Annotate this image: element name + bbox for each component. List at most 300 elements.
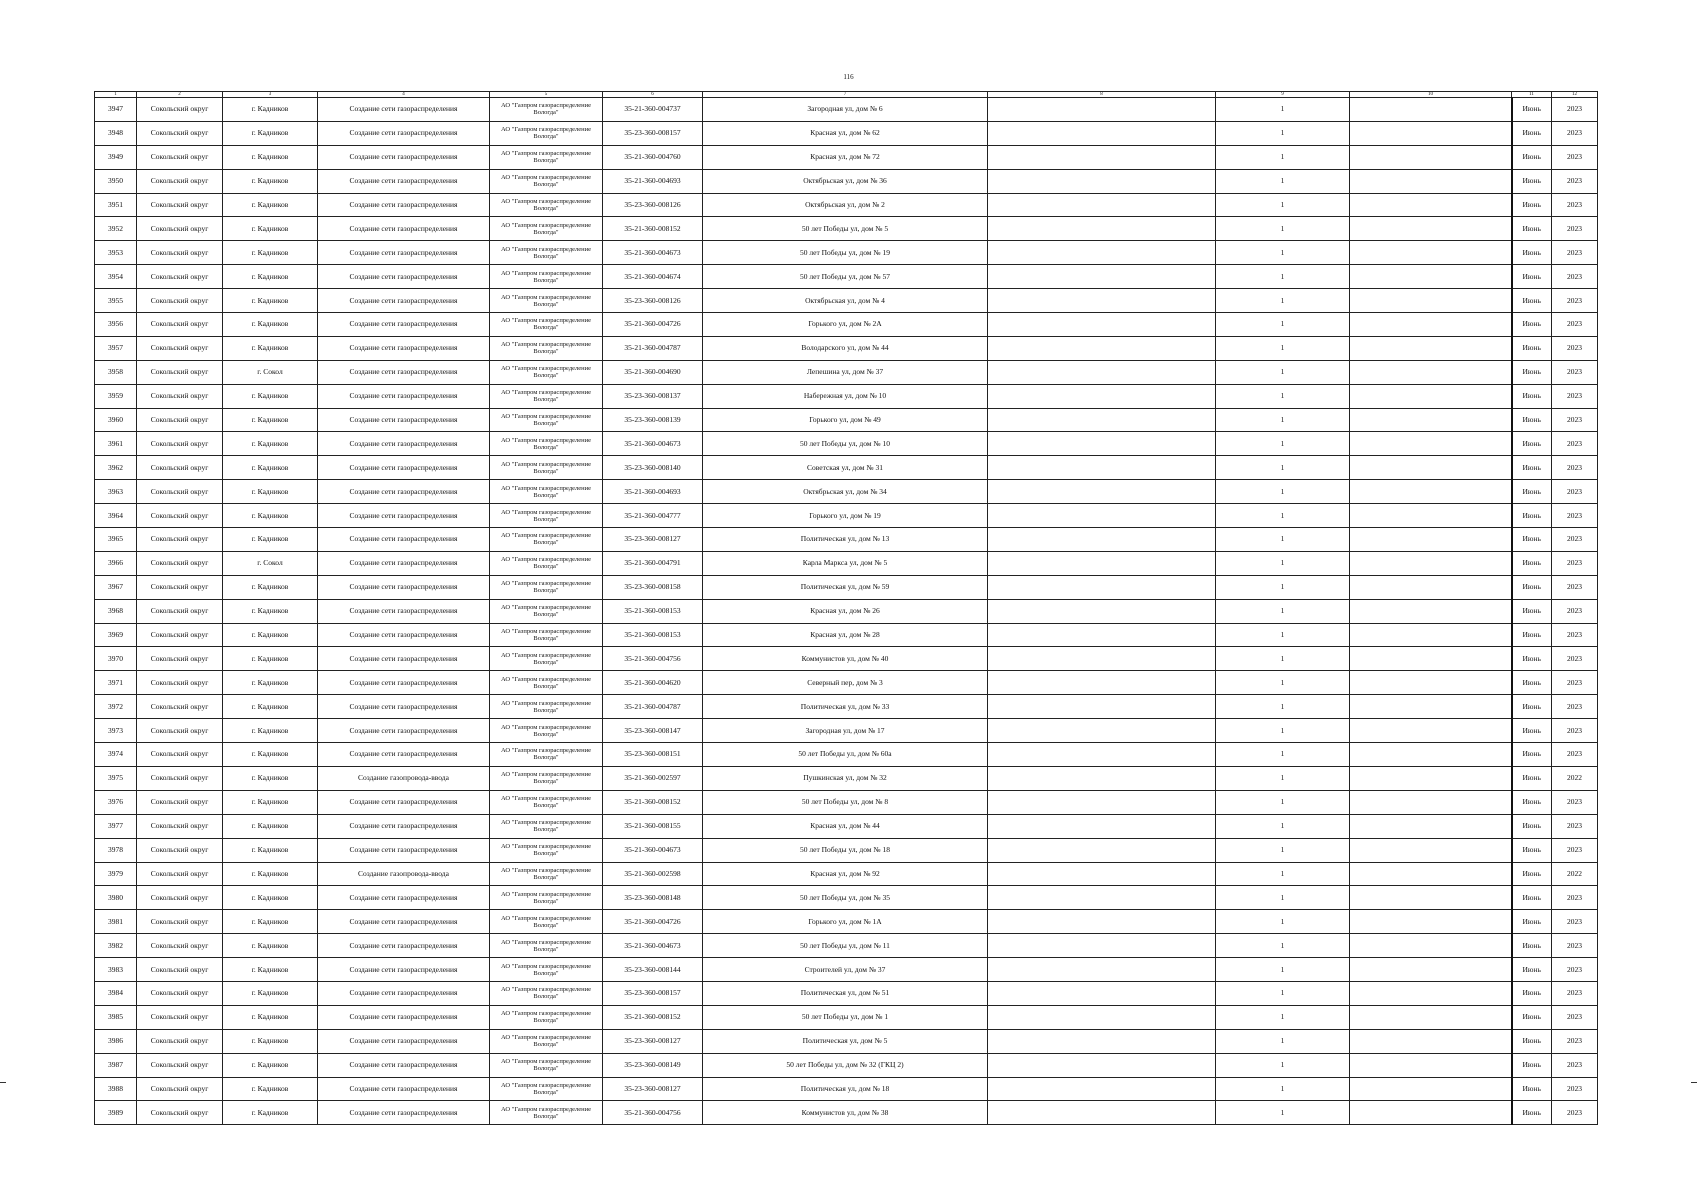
organization-cell: АО "Газпром газораспределение Вологда" [490, 98, 603, 122]
month-cell: Июнь [1512, 719, 1552, 743]
col-10-cell [1350, 958, 1512, 982]
registry-code-cell: 35-23-360-008126 [603, 193, 703, 217]
district-cell: Сокольский округ [137, 766, 223, 790]
col-8-cell [988, 528, 1216, 552]
locality-cell: г. Кадников [223, 1005, 318, 1029]
row-number-cell: 3948 [95, 121, 137, 145]
col-10-cell [1350, 1077, 1512, 1101]
col-10-cell [1350, 551, 1512, 575]
quantity-cell: 1 [1216, 384, 1350, 408]
work-type-cell: Создание сети газораспределения [318, 838, 490, 862]
month-cell: Июнь [1512, 671, 1552, 695]
registry-code-cell: 35-23-360-008157 [603, 981, 703, 1005]
col-10-cell [1350, 743, 1512, 767]
table-row [95, 480, 1598, 504]
row-number-cell: 3985 [95, 1005, 137, 1029]
col-8-cell [988, 408, 1216, 432]
year-cell: 2023 [1552, 981, 1598, 1005]
row-number-cell: 3977 [95, 814, 137, 838]
address-cell: Советская ул, дом № 31 [703, 456, 988, 480]
district-cell: Сокольский округ [137, 551, 223, 575]
column-number-9: 9 [1216, 92, 1350, 98]
locality-cell: г. Кадников [223, 98, 318, 122]
row-number-cell: 3969 [95, 623, 137, 647]
address-cell: Политическая ул, дом № 51 [703, 981, 988, 1005]
row-number-cell: 3976 [95, 790, 137, 814]
row-number-cell: 3951 [95, 193, 137, 217]
table-row [95, 647, 1598, 671]
district-cell: Сокольский округ [137, 575, 223, 599]
col-10-cell [1350, 241, 1512, 265]
month-cell: Июнь [1512, 456, 1552, 480]
registry-code-cell: 35-21-360-008152 [603, 790, 703, 814]
district-cell: Сокольский округ [137, 886, 223, 910]
address-cell: 50 лет Победы ул, дом № 19 [703, 241, 988, 265]
month-cell: Июнь [1512, 1005, 1552, 1029]
year-cell: 2023 [1552, 814, 1598, 838]
column-number-1: 1 [95, 92, 137, 98]
month-cell: Июнь [1512, 958, 1552, 982]
col-10-cell [1350, 313, 1512, 337]
table-row [95, 528, 1598, 552]
district-cell: Сокольский округ [137, 814, 223, 838]
table-row [95, 504, 1598, 528]
column-number-4: 4 [318, 92, 490, 98]
work-type-cell: Создание сети газораспределения [318, 790, 490, 814]
district-cell: Сокольский округ [137, 360, 223, 384]
work-type-cell: Создание сети газораспределения [318, 719, 490, 743]
col-8-cell [988, 551, 1216, 575]
month-cell: Июнь [1512, 838, 1552, 862]
column-number-11: 11 [1512, 92, 1552, 98]
col-10-cell [1350, 408, 1512, 432]
col-10-cell [1350, 528, 1512, 552]
registry-code-cell: 35-23-360-008140 [603, 456, 703, 480]
locality-cell: г. Кадников [223, 599, 318, 623]
table-row [95, 814, 1598, 838]
table-row [95, 886, 1598, 910]
col-8-cell [988, 934, 1216, 958]
col-10-cell [1350, 862, 1512, 886]
district-cell: Сокольский округ [137, 432, 223, 456]
year-cell: 2023 [1552, 408, 1598, 432]
locality-cell: г. Кадников [223, 814, 318, 838]
month-cell: Июнь [1512, 145, 1552, 169]
district-cell: Сокольский округ [137, 408, 223, 432]
work-type-cell: Создание сети газораспределения [318, 575, 490, 599]
col-8-cell [988, 121, 1216, 145]
organization-cell: АО "Газпром газораспределение Вологда" [490, 790, 603, 814]
year-cell: 2023 [1552, 98, 1598, 122]
column-number-6: 6 [603, 92, 703, 98]
col-10-cell [1350, 504, 1512, 528]
row-number-cell: 3950 [95, 169, 137, 193]
month-cell: Июнь [1512, 289, 1552, 313]
locality-cell: г. Кадников [223, 1029, 318, 1053]
address-cell: Красная ул, дом № 44 [703, 814, 988, 838]
locality-cell: г. Кадников [223, 121, 318, 145]
locality-cell: г. Сокол [223, 360, 318, 384]
col-8-cell [988, 432, 1216, 456]
col-8-cell [988, 910, 1216, 934]
registry-code-cell: 35-23-360-008148 [603, 886, 703, 910]
organization-cell: АО "Газпром газораспределение Вологда" [490, 886, 603, 910]
district-cell: Сокольский округ [137, 695, 223, 719]
work-type-cell: Создание газопровода-ввода [318, 766, 490, 790]
row-number-cell: 3952 [95, 217, 137, 241]
organization-cell: АО "Газпром газораспределение Вологда" [490, 766, 603, 790]
work-type-cell: Создание сети газораспределения [318, 695, 490, 719]
month-cell: Июнь [1512, 98, 1552, 122]
work-type-cell: Создание сети газораспределения [318, 910, 490, 934]
table-row [95, 981, 1598, 1005]
year-cell: 2023 [1552, 623, 1598, 647]
registry-code-cell: 35-23-360-008144 [603, 958, 703, 982]
registry-code-cell: 35-21-360-004787 [603, 336, 703, 360]
table-row [95, 145, 1598, 169]
month-cell: Июнь [1512, 695, 1552, 719]
address-cell: Володарского ул, дом № 44 [703, 336, 988, 360]
col-8-cell [988, 265, 1216, 289]
district-cell: Сокольский округ [137, 313, 223, 337]
col-10-cell [1350, 910, 1512, 934]
registry-code-cell: 35-21-360-004673 [603, 934, 703, 958]
address-cell: Карла Маркса ул, дом № 5 [703, 551, 988, 575]
row-number-cell: 3979 [95, 862, 137, 886]
table-row [95, 289, 1598, 313]
quantity-cell: 1 [1216, 145, 1350, 169]
table-row [95, 1053, 1598, 1077]
address-cell: Набережная ул, дом № 10 [703, 384, 988, 408]
col-8-cell [988, 480, 1216, 504]
district-cell: Сокольский округ [137, 1053, 223, 1077]
work-type-cell: Создание сети газораспределения [318, 504, 490, 528]
year-cell: 2023 [1552, 504, 1598, 528]
work-type-cell: Создание сети газораспределения [318, 886, 490, 910]
registry-code-cell: 35-23-360-008139 [603, 408, 703, 432]
district-cell: Сокольский округ [137, 384, 223, 408]
year-cell: 2023 [1552, 671, 1598, 695]
district-cell: Сокольский округ [137, 193, 223, 217]
address-cell: 50 лет Победы ул, дом № 1 [703, 1005, 988, 1029]
year-cell: 2023 [1552, 647, 1598, 671]
col-8-cell [988, 647, 1216, 671]
table-row [95, 456, 1598, 480]
work-type-cell: Создание сети газораспределения [318, 599, 490, 623]
quantity-cell: 1 [1216, 981, 1350, 1005]
organization-cell: АО "Газпром газораспределение Вологда" [490, 1101, 603, 1125]
work-type-cell: Создание сети газораспределения [318, 98, 490, 122]
year-cell: 2023 [1552, 1077, 1598, 1101]
row-number-cell: 3966 [95, 551, 137, 575]
row-number-cell: 3962 [95, 456, 137, 480]
year-cell: 2023 [1552, 695, 1598, 719]
address-cell: 50 лет Победы ул, дом № 10 [703, 432, 988, 456]
district-cell: Сокольский округ [137, 1077, 223, 1101]
address-cell: 50 лет Победы ул, дом № 35 [703, 886, 988, 910]
work-type-cell: Создание сети газораспределения [318, 647, 490, 671]
registry-code-cell: 35-21-360-002598 [603, 862, 703, 886]
work-type-cell: Создание сети газораспределения [318, 1077, 490, 1101]
organization-cell: АО "Газпром газораспределение Вологда" [490, 647, 603, 671]
month-cell: Июнь [1512, 814, 1552, 838]
year-cell: 2022 [1552, 766, 1598, 790]
row-number-cell: 3986 [95, 1029, 137, 1053]
registry-code-cell: 35-21-360-008153 [603, 599, 703, 623]
table-row [95, 695, 1598, 719]
row-number-cell: 3973 [95, 719, 137, 743]
registry-code-cell: 35-23-360-008158 [603, 575, 703, 599]
col-10-cell [1350, 384, 1512, 408]
data-table [94, 91, 1598, 1125]
address-cell: Пушкинская ул, дом № 32 [703, 766, 988, 790]
col-10-cell [1350, 432, 1512, 456]
left-edge-mark [0, 1082, 6, 1083]
organization-cell: АО "Газпром газораспределение Вологда" [490, 313, 603, 337]
table-row [95, 1005, 1598, 1029]
column-number-12: 12 [1552, 92, 1598, 98]
quantity-cell: 1 [1216, 408, 1350, 432]
work-type-cell: Создание сети газораспределения [318, 1005, 490, 1029]
address-cell: Северный пер, дом № 3 [703, 671, 988, 695]
col-8-cell [988, 241, 1216, 265]
month-cell: Июнь [1512, 241, 1552, 265]
quantity-cell: 1 [1216, 169, 1350, 193]
district-cell: Сокольский округ [137, 98, 223, 122]
organization-cell: АО "Газпром газораспределение Вологда" [490, 910, 603, 934]
quantity-cell: 1 [1216, 743, 1350, 767]
organization-cell: АО "Газпром газораспределение Вологда" [490, 121, 603, 145]
work-type-cell: Создание сети газораспределения [318, 241, 490, 265]
registry-code-cell: 35-21-360-008155 [603, 814, 703, 838]
col-10-cell [1350, 1029, 1512, 1053]
work-type-cell: Создание сети газораспределения [318, 1053, 490, 1077]
table-body [95, 98, 1598, 1125]
locality-cell: г. Кадников [223, 790, 318, 814]
year-cell: 2023 [1552, 313, 1598, 337]
year-cell: 2023 [1552, 336, 1598, 360]
table-row [95, 551, 1598, 575]
district-cell: Сокольский округ [137, 671, 223, 695]
year-cell: 2023 [1552, 241, 1598, 265]
quantity-cell: 1 [1216, 814, 1350, 838]
table-row [95, 623, 1598, 647]
row-number-cell: 3947 [95, 98, 137, 122]
registry-code-cell: 35-23-360-008157 [603, 121, 703, 145]
month-cell: Июнь [1512, 910, 1552, 934]
column-number-3: 3 [223, 92, 318, 98]
table-row [95, 934, 1598, 958]
quantity-cell: 1 [1216, 1101, 1350, 1125]
work-type-cell: Создание сети газораспределения [318, 671, 490, 695]
row-number-cell: 3963 [95, 480, 137, 504]
year-cell: 2023 [1552, 169, 1598, 193]
locality-cell: г. Кадников [223, 480, 318, 504]
col-8-cell [988, 766, 1216, 790]
registry-code-cell: 35-23-360-008137 [603, 384, 703, 408]
work-type-cell: Создание сети газораспределения [318, 384, 490, 408]
address-cell: Октябрьская ул, дом № 2 [703, 193, 988, 217]
organization-cell: АО "Газпром газораспределение Вологда" [490, 862, 603, 886]
organization-cell: АО "Газпром газораспределение Вологда" [490, 193, 603, 217]
year-cell: 2023 [1552, 886, 1598, 910]
month-cell: Июнь [1512, 336, 1552, 360]
district-cell: Сокольский округ [137, 981, 223, 1005]
row-number-cell: 3949 [95, 145, 137, 169]
year-cell: 2023 [1552, 456, 1598, 480]
row-number-cell: 3972 [95, 695, 137, 719]
year-cell: 2023 [1552, 432, 1598, 456]
district-cell: Сокольский округ [137, 504, 223, 528]
organization-cell: АО "Газпром газораспределение Вологда" [490, 719, 603, 743]
col-8-cell [988, 790, 1216, 814]
row-number-cell: 3958 [95, 360, 137, 384]
month-cell: Июнь [1512, 551, 1552, 575]
quantity-cell: 1 [1216, 910, 1350, 934]
registry-code-cell: 35-21-360-004760 [603, 145, 703, 169]
organization-cell: АО "Газпром газораспределение Вологда" [490, 145, 603, 169]
col-10-cell [1350, 98, 1512, 122]
locality-cell: г. Кадников [223, 766, 318, 790]
col-8-cell [988, 98, 1216, 122]
month-cell: Июнь [1512, 1029, 1552, 1053]
col-8-cell [988, 981, 1216, 1005]
organization-cell: АО "Газпром газораспределение Вологда" [490, 217, 603, 241]
locality-cell: г. Кадников [223, 575, 318, 599]
row-number-cell: 3987 [95, 1053, 137, 1077]
col-8-cell [988, 145, 1216, 169]
registry-code-cell: 35-21-360-004620 [603, 671, 703, 695]
col-8-cell [988, 814, 1216, 838]
quantity-cell: 1 [1216, 551, 1350, 575]
table-row [95, 1077, 1598, 1101]
quantity-cell: 1 [1216, 695, 1350, 719]
organization-cell: АО "Газпром газораспределение Вологда" [490, 265, 603, 289]
col-8-cell [988, 743, 1216, 767]
organization-cell: АО "Газпром газораспределение Вологда" [490, 934, 603, 958]
row-number-cell: 3981 [95, 910, 137, 934]
locality-cell: г. Кадников [223, 958, 318, 982]
table-row [95, 910, 1598, 934]
table-row [95, 599, 1598, 623]
row-number-cell: 3957 [95, 336, 137, 360]
work-type-cell: Создание газопровода-ввода [318, 862, 490, 886]
registry-code-cell: 35-21-360-004756 [603, 647, 703, 671]
organization-cell: АО "Газпром газораспределение Вологда" [490, 384, 603, 408]
quantity-cell: 1 [1216, 432, 1350, 456]
col-8-cell [988, 336, 1216, 360]
address-cell: 50 лет Победы ул, дом № 32 (ГКЦ 2) [703, 1053, 988, 1077]
col-8-cell [988, 695, 1216, 719]
quantity-cell: 1 [1216, 217, 1350, 241]
address-cell: 50 лет Победы ул, дом № 5 [703, 217, 988, 241]
address-cell: Загородная ул, дом № 6 [703, 98, 988, 122]
registry-code-cell: 35-23-360-008127 [603, 1077, 703, 1101]
quantity-cell: 1 [1216, 528, 1350, 552]
quantity-cell: 1 [1216, 241, 1350, 265]
locality-cell: г. Кадников [223, 934, 318, 958]
registry-code-cell: 35-21-360-008153 [603, 623, 703, 647]
work-type-cell: Создание сети газораспределения [318, 313, 490, 337]
address-cell: Политическая ул, дом № 33 [703, 695, 988, 719]
address-cell: Политическая ул, дом № 18 [703, 1077, 988, 1101]
district-cell: Сокольский округ [137, 719, 223, 743]
month-cell: Июнь [1512, 862, 1552, 886]
work-type-cell: Создание сети газораспределения [318, 814, 490, 838]
work-type-cell: Создание сети газораспределения [318, 743, 490, 767]
col-10-cell [1350, 934, 1512, 958]
district-cell: Сокольский округ [137, 599, 223, 623]
col-10-cell [1350, 695, 1512, 719]
registry-code-cell: 35-21-360-004673 [603, 432, 703, 456]
address-cell: 50 лет Победы ул, дом № 57 [703, 265, 988, 289]
month-cell: Июнь [1512, 575, 1552, 599]
organization-cell: АО "Газпром газораспределение Вологда" [490, 981, 603, 1005]
address-cell: 50 лет Победы ул, дом № 60а [703, 743, 988, 767]
month-cell: Июнь [1512, 599, 1552, 623]
row-number-cell: 3968 [95, 599, 137, 623]
col-8-cell [988, 313, 1216, 337]
table-row [95, 862, 1598, 886]
work-type-cell: Создание сети газораспределения [318, 528, 490, 552]
quantity-cell: 1 [1216, 193, 1350, 217]
col-10-cell [1350, 886, 1512, 910]
col-8-cell [988, 1005, 1216, 1029]
organization-cell: АО "Газпром газораспределение Вологда" [490, 336, 603, 360]
address-cell: Красная ул, дом № 72 [703, 145, 988, 169]
column-number-10: 10 [1350, 92, 1512, 98]
row-number-cell: 3953 [95, 241, 137, 265]
locality-cell: г. Кадников [223, 862, 318, 886]
address-cell: Политическая ул, дом № 13 [703, 528, 988, 552]
year-cell: 2023 [1552, 910, 1598, 934]
address-cell: Октябрьская ул, дом № 4 [703, 289, 988, 313]
locality-cell: г. Кадников [223, 719, 318, 743]
col-10-cell [1350, 360, 1512, 384]
registry-code-cell: 35-21-360-008152 [603, 1005, 703, 1029]
locality-cell: г. Кадников [223, 217, 318, 241]
registry-code-cell: 35-21-360-004693 [603, 169, 703, 193]
table-row [95, 313, 1598, 337]
col-8-cell [988, 719, 1216, 743]
month-cell: Июнь [1512, 432, 1552, 456]
table-row [95, 575, 1598, 599]
col-10-cell [1350, 671, 1512, 695]
table-row [95, 384, 1598, 408]
year-cell: 2023 [1552, 145, 1598, 169]
month-cell: Июнь [1512, 528, 1552, 552]
locality-cell: г. Кадников [223, 289, 318, 313]
district-cell: Сокольский округ [137, 958, 223, 982]
locality-cell: г. Кадников [223, 623, 318, 647]
col-8-cell [988, 456, 1216, 480]
table-row [95, 719, 1598, 743]
work-type-cell: Создание сети газораспределения [318, 432, 490, 456]
work-type-cell: Создание сети газораспределения [318, 623, 490, 647]
year-cell: 2023 [1552, 289, 1598, 313]
address-cell: Красная ул, дом № 28 [703, 623, 988, 647]
district-cell: Сокольский округ [137, 862, 223, 886]
work-type-cell: Создание сети газораспределения [318, 981, 490, 1005]
quantity-cell: 1 [1216, 1053, 1350, 1077]
locality-cell: г. Кадников [223, 910, 318, 934]
district-cell: Сокольский округ [137, 241, 223, 265]
row-number-cell: 3971 [95, 671, 137, 695]
locality-cell: г. Сокол [223, 551, 318, 575]
col-8-cell [988, 1029, 1216, 1053]
col-10-cell [1350, 289, 1512, 313]
address-cell: Горького ул, дом № 1А [703, 910, 988, 934]
